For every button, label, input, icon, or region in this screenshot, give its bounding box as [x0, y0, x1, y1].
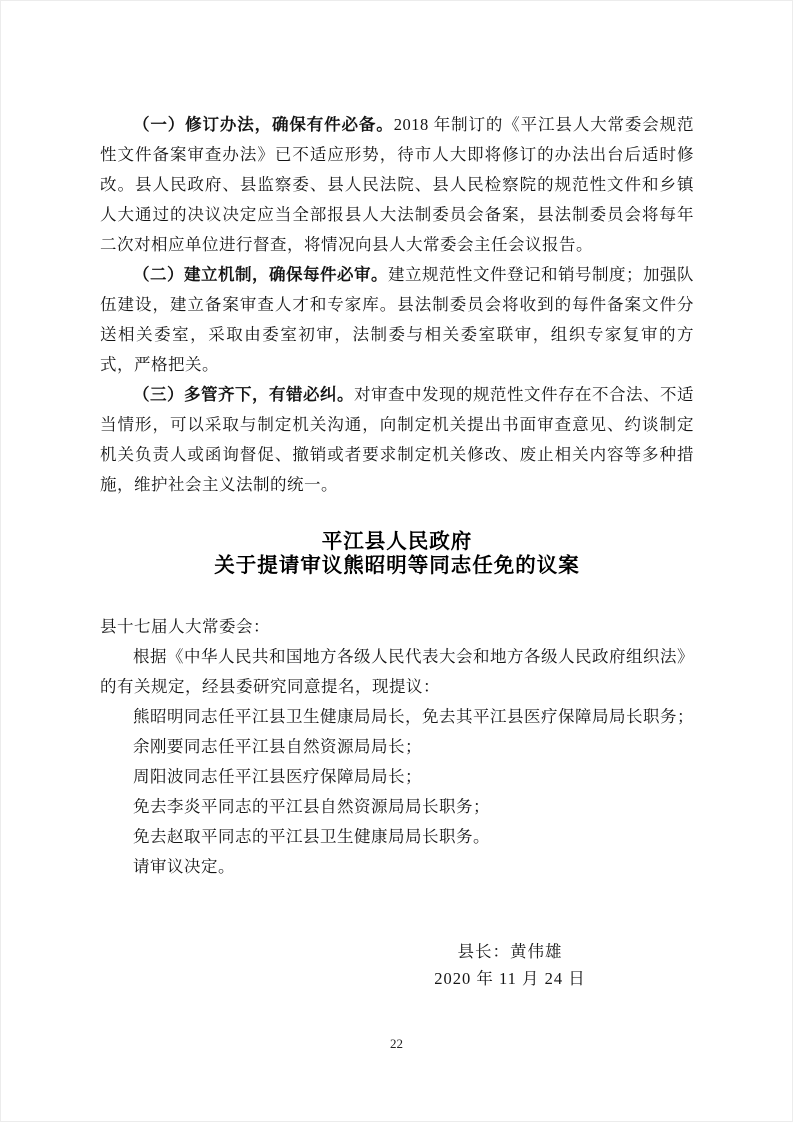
salutation: 县十七届人大常委会： [100, 617, 270, 636]
paragraph-text: 建立规范性文件登记和销号制度；加强队伍建设，建立备案审查人才和专家库。县法制委员会将收到的每件备案文件分送相关委室，采取由委室初审，法制委与相关委室联审，组织专家复审的方式，严格把关。 [100, 265, 694, 374]
report-paragraph [100, 380, 694, 500]
paragraph-lead: （一）修订办法，确保有件必备。 [133, 115, 394, 134]
signature-block [350, 938, 670, 992]
page-number: 22 [390, 1036, 403, 1051]
proposal-title-line1: 平江县人民政府 [321, 530, 473, 553]
proposal-title [100, 530, 694, 578]
proposal-title-line2: 关于提请审议熊昭明等同志任免的议案 [214, 554, 580, 577]
paragraph-text: 2018 年制订的《平江县人大常委会规范性文件备案审查办法》已不适应形势，待市人大即将修订的办法出台后适时修改。县人民政府、县监察委、县人民法院、县人民检察院的规范性文件和乡镇人大通过的决议决定应当全部报县人大法制委员会备案，县法制委员会将每年二次对相应单位进行督查，将情况向县人大常委会主任会议报告。 [100, 115, 694, 254]
report-paragraph [100, 260, 694, 380]
report-paragraph [100, 110, 694, 260]
proposal-paragraph: 免去李炎平同志的平江县自然资源局局长职务； [133, 797, 490, 816]
proposal-paragraph: 请审议决定。 [133, 857, 235, 876]
proposal-body [100, 612, 694, 992]
paragraph-lead: （二）建立机制，确保每件必审。 [133, 265, 388, 284]
proposal-paragraph: 熊昭明同志任平江县卫生健康局局长，免去其平江县医疗保障局局长职务； [133, 707, 694, 726]
proposal-paragraph: 根据《中华人民共和国地方各级人民代表大会和地方各级人民政府组织法》的有关规定，经县委研究同意提名，现提议： [100, 647, 694, 696]
report-section [100, 110, 694, 500]
paragraph-lead: （三）多管齐下，有错必纠。 [133, 385, 354, 404]
document-content [100, 110, 694, 992]
proposal-paragraph: 周阳波同志任平江县医疗保障局局长； [133, 767, 422, 786]
signature-date: 2020 年 11 月 24 日 [434, 969, 586, 988]
proposal-paragraph: 免去赵取平同志的平江县卫生健康局局长职务。 [133, 827, 490, 846]
proposal-paragraph: 余刚要同志任平江县自然资源局局长； [133, 737, 422, 756]
signatory: 县长：黄伟雄 [457, 942, 563, 961]
paragraph-text: 对审查中发现的规范性文件存在不合法、不适当情形，可以采取与制定机关沟通，向制定机关提出书面审查意见、约谈制定机关负责人或函询督促、撤销或者要求制定机关修改、废止相关内容等多种措施，维护社会主义法制的统一。 [100, 385, 694, 494]
